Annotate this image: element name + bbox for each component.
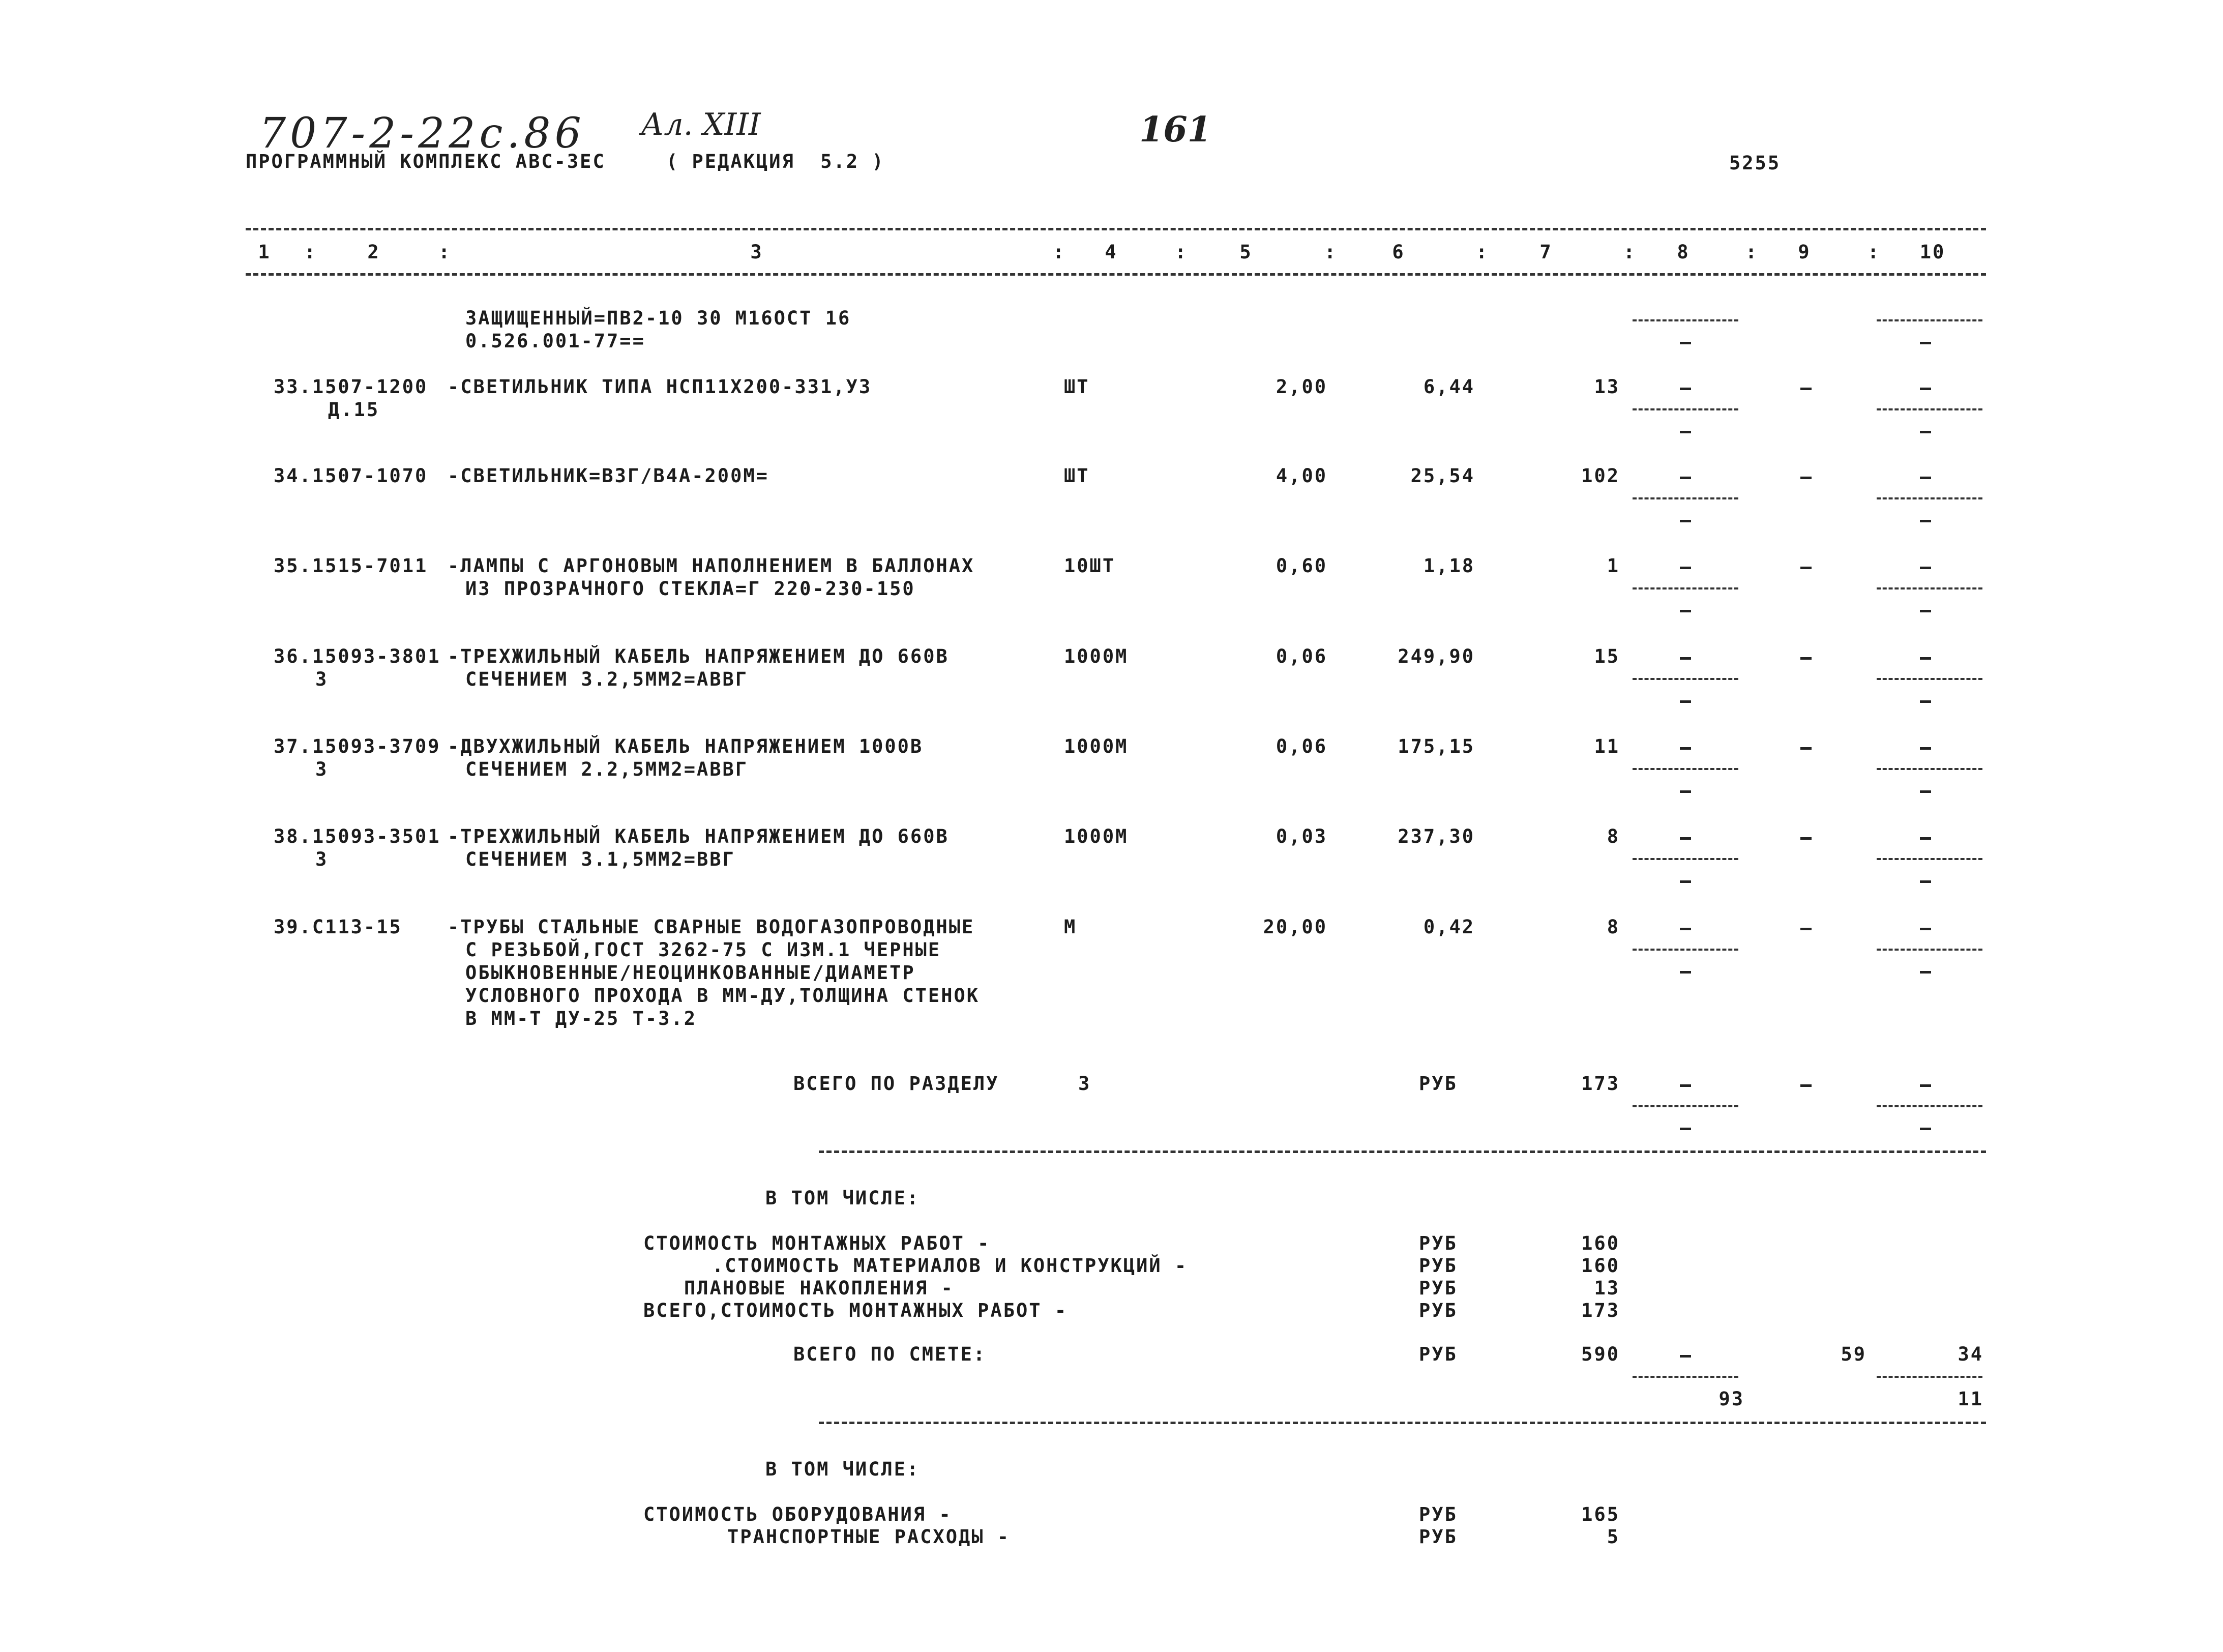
breakdown-currency: РУБ — [1419, 1526, 1458, 1548]
row-unit-price: 249,90 — [1398, 645, 1475, 667]
row-total: 102 — [1581, 465, 1620, 487]
edition-label: ( РЕДАКЦИЯ 5.2 ) — [666, 151, 885, 172]
row-unit-price: 0,42 — [1423, 916, 1475, 938]
header-top-rule — [246, 228, 1986, 230]
estimate-total-label: ВСЕГО ПО СМЕТЕ: — [793, 1343, 987, 1365]
col10-dash — [1920, 477, 1931, 479]
col8-fraction-line — [1633, 497, 1738, 499]
col10-dash — [1920, 342, 1931, 344]
estimate-separator-rule — [819, 1422, 1986, 1424]
breakdown-label: ВСЕГО,СТОИМОСТЬ МОНТАЖНЫХ РАБОТ - — [643, 1300, 1068, 1321]
col8-dash — [1680, 928, 1691, 930]
column-header-3: 3 — [750, 241, 763, 263]
row-description: -ДВУХЖИЛЬНЫЙ КАБЕЛЬ НАПРЯЖЕНИЕМ 1000В — [448, 735, 924, 757]
row-code: 34.1507-1070 — [274, 465, 428, 487]
col9-dash — [1800, 477, 1812, 479]
col8-dash — [1680, 747, 1691, 750]
col10-dash — [1920, 520, 1931, 522]
column-separator: : — [1175, 241, 1188, 263]
column-header-1: 1 — [258, 241, 271, 263]
col9-dash — [1800, 747, 1812, 750]
row-code: 3 — [315, 758, 329, 780]
column-separator: : — [1745, 241, 1759, 263]
col10-fraction-line — [1877, 1105, 1982, 1107]
row-description: -ТРЕХЖИЛЬНЫЙ КАБЕЛЬ НАПРЯЖЕНИЕМ ДО 660В — [448, 825, 949, 847]
section-number: 3 — [1078, 1073, 1091, 1095]
row-unit: 1000М — [1064, 825, 1129, 847]
column-separator: : — [1324, 241, 1338, 263]
col8-fraction-line — [1633, 319, 1738, 321]
row-code: 38.15093-3501 — [274, 825, 441, 847]
column-separator: : — [1868, 241, 1881, 263]
estimate-col10-value: 34 — [1958, 1343, 1983, 1365]
breakdown-currency: РУБ — [1419, 1300, 1458, 1321]
row-unit: 1000М — [1064, 735, 1129, 757]
row-quantity: 4,00 — [1276, 465, 1327, 487]
handwritten-project-code: 707-2-22с.86 — [259, 109, 585, 158]
col9-dash — [1800, 567, 1812, 569]
including-label: В ТОМ ЧИСЛЕ: — [765, 1187, 920, 1209]
col10-fraction-line — [1877, 408, 1982, 410]
col10-dash — [1920, 1084, 1931, 1087]
col10-fraction-line — [1877, 319, 1982, 321]
col8-dash — [1680, 342, 1691, 344]
col8-dash — [1680, 520, 1691, 522]
col8-fraction-line — [1633, 949, 1738, 951]
col8-dash — [1680, 567, 1691, 569]
row-quantity: 2,00 — [1276, 376, 1327, 398]
col8-dash — [1680, 610, 1691, 612]
breakdown-amount: 160 — [1581, 1232, 1620, 1254]
row-unit: 10ШТ — [1064, 555, 1116, 577]
row-description: ОБЫКНОВЕННЫЕ/НЕОЦИНКОВАННЫЕ/ДИАМЕТР — [465, 962, 915, 984]
col10-dash — [1920, 928, 1931, 930]
section-total-amount: 173 — [1581, 1073, 1620, 1095]
col10-dash — [1920, 790, 1931, 793]
col8-dash — [1680, 1084, 1691, 1087]
column-separator: : — [1623, 241, 1637, 263]
breakdown-amount: 160 — [1581, 1255, 1620, 1277]
row-unit-price: 237,30 — [1398, 825, 1475, 847]
col8-dash — [1680, 790, 1691, 793]
row-code: 3 — [315, 668, 329, 690]
col8-fraction-line — [1633, 678, 1738, 680]
section-separator-rule — [819, 1150, 1986, 1153]
col10-dash — [1920, 567, 1931, 569]
col8-dash — [1680, 700, 1691, 703]
col8-dash — [1680, 388, 1691, 390]
col10-dash — [1920, 700, 1931, 703]
estimate-currency: РУБ — [1419, 1343, 1458, 1365]
col8-dash — [1680, 1128, 1691, 1130]
breakdown-currency: РУБ — [1419, 1277, 1458, 1299]
row-unit: М — [1064, 916, 1077, 938]
col10-dash — [1920, 971, 1931, 973]
row-unit: 1000М — [1064, 645, 1129, 667]
col8-dash — [1680, 880, 1691, 883]
col10-fraction-line — [1877, 768, 1982, 770]
col9-dash — [1800, 388, 1812, 390]
breakdown-amount: 173 — [1581, 1300, 1620, 1321]
col8-dash — [1680, 837, 1691, 840]
col10-dash — [1920, 837, 1931, 840]
col10-fraction-line — [1877, 678, 1982, 680]
col10-dash — [1920, 388, 1931, 390]
col8-dash — [1680, 477, 1691, 479]
breakdown-label: ПЛАНОВЫЕ НАКОПЛЕНИЯ - — [684, 1277, 954, 1299]
col9-dash — [1800, 837, 1812, 840]
row-code: 37.15093-3709 — [274, 735, 441, 757]
column-header-4: 4 — [1105, 241, 1118, 263]
row-description: В ММ-Т ДУ-25 Т-3.2 — [465, 1008, 697, 1029]
row-unit: ШТ — [1064, 376, 1090, 398]
row-description: -ТРУБЫ СТАЛЬНЫЕ СВАРНЫЕ ВОДОГАЗОПРОВОДНЫЕ — [448, 916, 975, 938]
row-total: 8 — [1607, 916, 1620, 938]
col10-fraction-line — [1877, 497, 1982, 499]
breakdown-currency: РУБ — [1419, 1503, 1458, 1525]
breakdown-amount: 165 — [1581, 1503, 1620, 1525]
col10-fraction-line — [1877, 587, 1982, 589]
row-description: ИЗ ПРОЗРАЧНОГО СТЕКЛА=Г 220-230-150 — [465, 578, 915, 600]
row-total: 1 — [1607, 555, 1620, 577]
row-description: 0.526.001-77== — [465, 330, 645, 352]
col8-dash — [1680, 1355, 1691, 1358]
row-code: 36.15093-3801 — [274, 645, 441, 667]
row-unit-price: 1,18 — [1423, 555, 1475, 577]
row-description: СЕЧЕНИЕМ 3.1,5ММ2=ВВГ — [465, 848, 735, 870]
row-total: 11 — [1594, 735, 1620, 757]
row-total: 8 — [1607, 825, 1620, 847]
including-label: В ТОМ ЧИСЛЕ: — [765, 1458, 920, 1480]
estimate-col10-lower: 11 — [1958, 1388, 1983, 1410]
estimate-col8-lower: 93 — [1718, 1388, 1744, 1410]
row-code: 35.1515-7011 — [274, 555, 428, 577]
col8-dash — [1680, 431, 1691, 433]
row-description: С РЕЗЬБОЙ,ГОСТ 3262-75 С ИЗМ.1 ЧЕРНЫЕ — [465, 939, 941, 961]
col8-fraction-line — [1633, 858, 1738, 860]
breakdown-currency: РУБ — [1419, 1232, 1458, 1254]
row-quantity: 0,60 — [1276, 555, 1327, 577]
column-separator: : — [438, 241, 452, 263]
breakdown-currency: РУБ — [1419, 1255, 1458, 1277]
section-total-label: ВСЕГО ПО РАЗДЕЛУ — [793, 1073, 999, 1095]
row-unit: ШТ — [1064, 465, 1090, 487]
row-unit-price: 6,44 — [1423, 376, 1475, 398]
row-total: 13 — [1594, 376, 1620, 398]
breakdown-label: СТОИМОСТЬ ОБОРУДОВАНИЯ - — [643, 1503, 952, 1525]
handwritten-page-number: 161 — [1139, 109, 1211, 150]
col10-dash — [1920, 880, 1931, 883]
col10-dash — [1920, 431, 1931, 433]
row-quantity: 0,06 — [1276, 645, 1327, 667]
column-header-10: 10 — [1919, 241, 1946, 263]
column-header-5: 5 — [1239, 241, 1253, 263]
col8-dash — [1680, 657, 1691, 660]
program-title: ПРОГРАММНЫЙ КОМПЛЕКС АВС-3ЕС — [246, 151, 606, 172]
row-description: ЗАЩИЩЕННЫЙ=ПВ2-10 30 М16ОСТ 16 — [465, 307, 851, 329]
column-separator: : — [304, 241, 317, 263]
row-unit-price: 25,54 — [1410, 465, 1475, 487]
col8-dash — [1680, 971, 1691, 973]
col9-dash — [1800, 657, 1812, 660]
row-unit-price: 175,15 — [1398, 735, 1475, 757]
row-description: -СВЕТИЛЬНИК=В3Г/В4А-200М= — [448, 465, 769, 487]
row-code: 39.С113-15 — [274, 916, 402, 938]
col8-fraction-line — [1633, 1105, 1738, 1107]
column-separator: : — [1476, 241, 1489, 263]
breakdown-label: ТРАНСПОРТНЫЕ РАСХОДЫ - — [727, 1526, 1011, 1548]
col8-fraction-line — [1633, 408, 1738, 410]
col10-dash — [1920, 610, 1931, 612]
col10-fraction-line — [1877, 858, 1982, 860]
col10-fraction-line — [1877, 949, 1982, 951]
estimate-col9-value: 59 — [1841, 1343, 1866, 1365]
row-total: 15 — [1594, 645, 1620, 667]
row-quantity: 20,00 — [1263, 916, 1327, 938]
row-code: 33.1507-1200 — [274, 376, 428, 398]
section-currency: РУБ — [1419, 1073, 1458, 1095]
column-header-6: 6 — [1392, 241, 1405, 263]
col8-fraction-line — [1633, 768, 1738, 770]
breakdown-label: .СТОИМОСТЬ МАТЕРИАЛОВ И КОНСТРУКЦИЙ - — [712, 1255, 1188, 1277]
breakdown-label: СТОИМОСТЬ МОНТАЖНЫХ РАБОТ - — [643, 1232, 991, 1254]
row-quantity: 0,03 — [1276, 825, 1327, 847]
row-description: УСЛОВНОГО ПРОХОДА В ММ-ДУ,ТОЛЩИНА СТЕНОК — [465, 985, 980, 1007]
col10-dash — [1920, 1128, 1931, 1130]
handwritten-album: Ал. XIII — [641, 107, 761, 142]
column-separator: : — [1053, 241, 1066, 263]
column-header-9: 9 — [1798, 241, 1811, 263]
col8-fraction-line — [1633, 1376, 1738, 1378]
row-description: -ТРЕХЖИЛЬНЫЙ КАБЕЛЬ НАПРЯЖЕНИЕМ ДО 660В — [448, 645, 949, 667]
column-header-7: 7 — [1539, 241, 1553, 263]
col10-dash — [1920, 657, 1931, 660]
col8-fraction-line — [1633, 587, 1738, 589]
document-number: 5255 — [1729, 152, 1781, 174]
col9-dash — [1800, 1084, 1812, 1087]
row-description: -СВЕТИЛЬНИК ТИПА НСП11Х200-331,У3 — [448, 376, 872, 398]
row-quantity: 0,06 — [1276, 735, 1327, 757]
row-description: -ЛАМПЫ С АРГОНОВЫМ НАПОЛНЕНИЕМ В БАЛЛОНАХ — [448, 555, 975, 577]
column-header-2: 2 — [367, 241, 380, 263]
col9-dash — [1800, 928, 1812, 930]
row-description: СЕЧЕНИЕМ 3.2,5ММ2=АВВГ — [465, 668, 749, 690]
estimate-total-amount: 590 — [1581, 1343, 1620, 1365]
breakdown-amount: 13 — [1594, 1277, 1620, 1299]
breakdown-amount: 5 — [1607, 1526, 1620, 1548]
row-description: СЕЧЕНИЕМ 2.2,5ММ2=АВВГ — [465, 758, 749, 780]
col10-dash — [1920, 747, 1931, 750]
header-bottom-rule — [246, 273, 1986, 276]
row-code: 3 — [315, 848, 329, 870]
col10-fraction-line — [1877, 1376, 1982, 1378]
column-header-8: 8 — [1677, 241, 1690, 263]
row-code: Д.15 — [328, 399, 380, 421]
